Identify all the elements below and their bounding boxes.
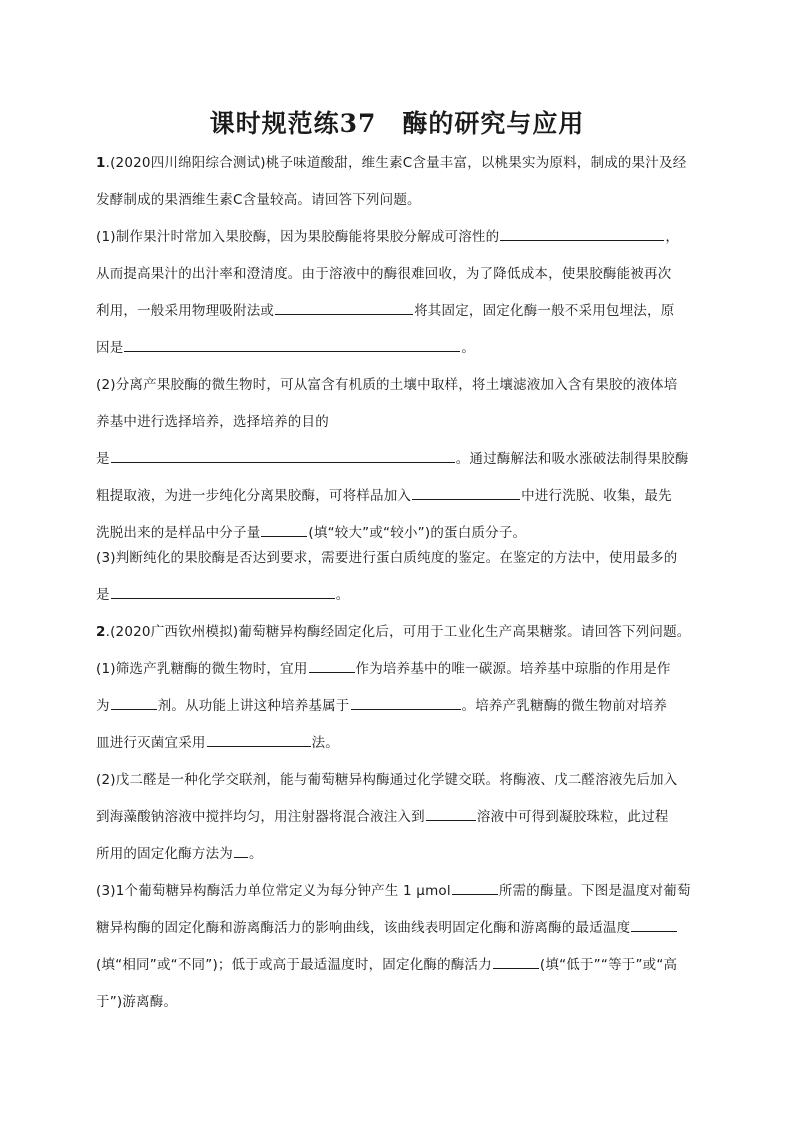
answer-blank[interactable] <box>111 695 157 710</box>
question-1-number: 1 <box>96 155 106 171</box>
answer-blank[interactable] <box>631 917 677 932</box>
question-1-line-2: 发酵制成的果酒维生素C含量较高。请回答下列问题。 <box>96 192 421 208</box>
answer-blank[interactable] <box>111 448 455 463</box>
answer-blank[interactable] <box>493 954 539 969</box>
question-2-intro: 2.(2020广西钦州模拟)葡萄糖异构酶经固定化后，可用于工业化生产高果糖浆。请回答下列问题。 <box>96 624 691 640</box>
answer-blank[interactable] <box>261 522 307 537</box>
answer-blank[interactable] <box>351 695 461 710</box>
answer-blank[interactable] <box>426 806 476 821</box>
question-2-part-1: (1)筛选产乳糖酶的微生物时，宜用 作为培养基中的唯一碳源。培养基中琼脂的作用是作 为 剂。从功能上讲这种培养基属于 。培养产乳糖酶的微生物前对培养 皿进行灭菌宜采用 法。 <box>96 651 702 762</box>
question-2-number: 2 <box>96 624 106 640</box>
answer-blank[interactable] <box>452 880 498 895</box>
answer-blank[interactable] <box>111 584 335 599</box>
answer-blank[interactable] <box>124 337 460 352</box>
question-1-line-1: 1.(2020四川绵阳综合测试)桃子味道酸甜，维生素C含量丰富，以桃果实为原料，制成的果汁及经 <box>96 155 687 171</box>
answer-blank[interactable] <box>500 226 664 241</box>
question-1-part-1: (1)制作果汁时常加入果胶酶，因为果胶酶能将果胶分解成可溶性的 ， 从而提高果汁的出汁率和澄清度。由于溶液中的酶很难回收，为了降低成本，使果胶酶能被再次 利用，一般采用物理吸附法或 将其固定，固定化酶一般不采用包埋法，原 因是 。 <box>96 219 702 367</box>
question-1-part-3: (3)判断纯化的果胶酶是否达到要求，需要进行蛋白质纯度的鉴定。在鉴定的方法中，使用最多的 是 。 <box>96 550 678 603</box>
question-1-part-2: (2)分离产果胶酶的微生物时，可从富含有机质的土壤中取样，将土壤滤液加入含有果胶的液体培 养基中进行选择培养，选择培养的目的 是 。通过酶解法和吸水涨破法制得果胶酶 粗提取液，为进一步纯化分离果胶酶，可将样品加入 中进行洗脱、收集，最先 洗脱出来的是样品中分子量 (填“较大”或“较小”)的蛋白质分子。 <box>96 377 689 541</box>
page-title: 课时规范练37 酶的研究与应用 <box>209 109 585 138</box>
answer-blank[interactable] <box>234 843 248 858</box>
question-2-part-2: (2)戊二醛是一种化学交联剂，能与葡萄糖异构酶通过化学键交联。将酶液、戊二醛溶液先后加入 到海藻酸钠溶液中搅拌均匀，用注射器将混合液注入到 溶液中可得到凝胶珠粒，此过程 所用的固定化酶方法为 。 <box>96 772 678 862</box>
answer-blank[interactable] <box>275 300 413 315</box>
question-1-intro <box>96 145 702 219</box>
answer-blank[interactable] <box>412 485 520 500</box>
answer-blank[interactable] <box>309 658 355 673</box>
answer-blank[interactable] <box>207 732 311 747</box>
question-2-part-3: (3)1个葡萄糖异构酶活力单位常定义为每分钟产生 1 μmol 所需的酶量。下图是温度对葡萄 糖异构酶的固定化酶和游离酶活力的影响曲线，该曲线表明固定化酶和游离酶的最适温度 (填“相同”或“不同”)；低于或高于最适温度时，固定化酶的酶活力 (填“低于”“等于”或“高 于”)游离酶。 <box>96 873 702 1021</box>
